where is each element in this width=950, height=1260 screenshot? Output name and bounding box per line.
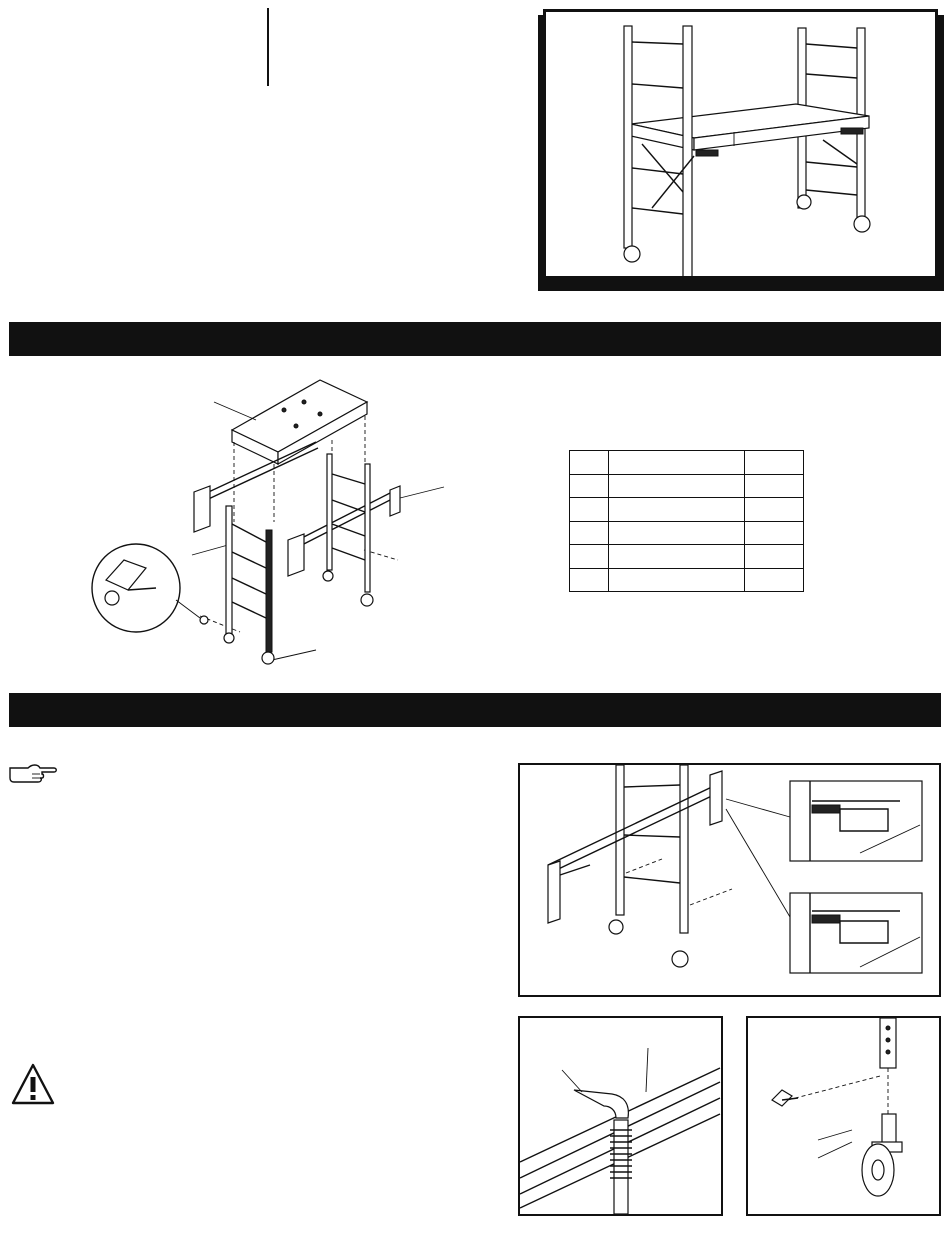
leg-tube	[788, 1018, 896, 1114]
left-end-frame	[224, 506, 274, 664]
table-cell	[570, 498, 609, 522]
table-cell	[608, 568, 745, 592]
table-cell	[570, 521, 609, 545]
pointing-hand-icon	[8, 762, 58, 784]
table-cell	[608, 474, 745, 498]
table-cell	[608, 498, 745, 522]
platform-part	[232, 380, 367, 464]
table-cell	[745, 545, 804, 569]
caster-wheel	[818, 1114, 902, 1196]
parts-list-table	[569, 450, 804, 592]
table-row	[570, 474, 804, 498]
table-cell	[608, 521, 745, 545]
right-end-frame	[323, 454, 373, 606]
caster-installation-figure	[746, 1016, 941, 1216]
platform-deck	[631, 104, 869, 156]
table-cell	[745, 568, 804, 592]
assembled-scaffold-illustration	[546, 12, 935, 276]
table-cell	[608, 545, 745, 569]
section-1-heading-band	[9, 322, 941, 356]
frame-with-rail	[548, 765, 790, 967]
leader-line-frame	[192, 545, 228, 555]
front-left-frame	[624, 26, 698, 276]
table-cell	[608, 451, 745, 475]
locking-pin-detail	[92, 544, 208, 632]
table-cell	[745, 474, 804, 498]
assembled-scaffold-figure	[543, 9, 938, 279]
table-row	[570, 451, 804, 475]
table-cell	[745, 498, 804, 522]
exploded-parts-diagram	[80, 372, 470, 672]
table-cell	[745, 521, 804, 545]
leader-line-caster	[272, 650, 316, 660]
table-cell	[570, 568, 609, 592]
leader-line-platform	[214, 402, 256, 420]
left-guard-rail	[194, 442, 318, 532]
detail-inset-upper	[790, 781, 922, 861]
section-2-heading-band	[9, 693, 941, 727]
detail-inset-lower	[790, 893, 922, 973]
spring-lock-closeup-figure	[518, 1016, 723, 1216]
leader-line-brace	[396, 487, 444, 499]
table-row	[570, 498, 804, 522]
header-divider	[267, 8, 269, 86]
table-cell	[570, 545, 609, 569]
table-cell	[745, 451, 804, 475]
table-cell	[570, 474, 609, 498]
table-row	[570, 545, 804, 569]
spring-pin	[562, 1048, 648, 1214]
table-row	[570, 568, 804, 592]
right-guard-rail	[288, 486, 400, 576]
table-row	[570, 521, 804, 545]
table-cell	[570, 451, 609, 475]
warning-triangle-icon	[10, 1062, 56, 1106]
locking-pin	[772, 1090, 798, 1106]
guard-rail-attachment-figure	[518, 763, 941, 997]
